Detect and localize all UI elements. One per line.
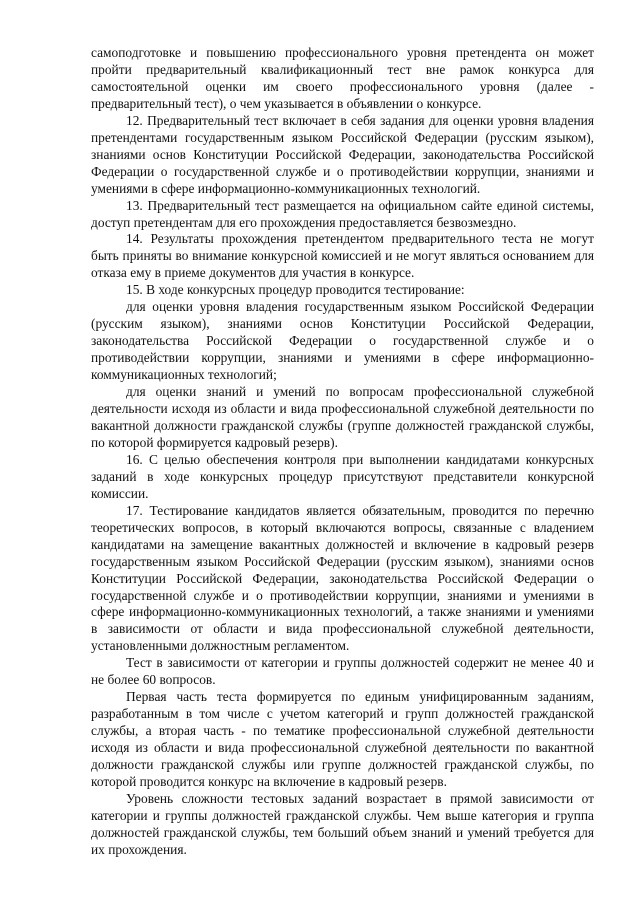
paragraph-item-12: 12. Предварительный тест включает в себя задания для оценки уровня владения претендентами государственным языком Российской Федерации (русским языком), знаниями основ Конституции Российской Федерации, законодательства Российской Федерации о государственной службе и о противодействии коррупции, знаниями и умениями в сфере информационно-коммуникационных технологий. — [91, 112, 594, 196]
paragraph-item-14: 14. Результаты прохождения претендентом предварительного теста не могут быть приняты во внимание конкурсной комиссией и не могут являться основанием для отказа ему в приеме документов для участия в конкурсе. — [91, 231, 594, 281]
paragraph-item-16: 16. С целью обеспечения контроля при выполнении кандидатами конкурсных заданий в ходе конкурсных процедур присутствуют представители конкурсной комиссии. — [91, 451, 594, 501]
paragraph-item-15: 15. В ходе конкурсных процедур проводится тестирование: — [126, 282, 465, 298]
paragraph-test-size: Тест в зависимости от категории и группы должностей содержит не менее 40 и не более 60 вопросов. — [91, 655, 594, 688]
paragraph-item-17: 17. Тестирование кандидатов является обязательным, проводится по перечню теоретических вопросов, в который включаются вопросы, связанные с владением кандидатами на замещение вакантных должностей и включение в кадровый резерв государственным языком Российской Федерации (русским языком), знаниями основ Конституции Российской Федерации, законодательства Российской Федерации о государственной службе и о противодействии коррупции, знаниями и умениями в сфере информационно-коммуникационных технологий, а также знаниями и умениями в зависимости от области и вида профессиональной служебной деятельности, установленными должностным регламентом. — [91, 502, 594, 654]
paragraph-item-15-language-test: для оценки уровня владения государственным языком Российской Федерации (русским языком), знаниями основ Конституции Российской Федерации, законодательства Российской Федерации о государственной службе и о противодействии коррупции, знаниями и умениями в сфере информационно-коммуникационных технологий; — [91, 299, 594, 383]
paragraph-item-15-professional-test: для оценки знаний и умений по вопросам профессиональной служебной деятельности исходя из области и вида профессиональной служебной деятельности по вакантной должности гражданской службы (группе должностей гражданской службы, по которой формируется кадровый резерв). — [91, 384, 594, 450]
document-page — [91, 45, 594, 859]
paragraph-test-parts: Первая часть теста формируется по единым унифицированным заданиям, разработанным в том числе с учетом категорий и групп должностей гражданской службы, а вторая часть - по тематике профессиональной служебной деятельности исходя из области и вида профессиональной служебной деятельности по вакантной должности гражданской службы или группе должностей гражданской службы, по которой проводится конкурс на включение в кадровый резерв. — [91, 689, 594, 789]
paragraph-test-difficulty: Уровень сложности тестовых заданий возрастает в прямой зависимости от категории и группы должностей гражданской службы. Чем выше категория и группа должностей гражданской службы, тем больший объем знаний и умений требуется для их прохождения. — [91, 790, 594, 857]
paragraph-item-13: 13. Предварительный тест размещается на официальном сайте единой системы, доступ претендентам для его прохождения предоставляется безвозмездно. — [91, 197, 594, 230]
paragraph-continuation: самоподготовке и повышению профессионального уровня претендента он может пройти предварительный квалификационный тест вне рамок конкурса для самостоятельной оценки им своего профессионального уровня (далее - предварительный тест), о чем указывается в объявлении о конкурсе. — [91, 45, 594, 111]
